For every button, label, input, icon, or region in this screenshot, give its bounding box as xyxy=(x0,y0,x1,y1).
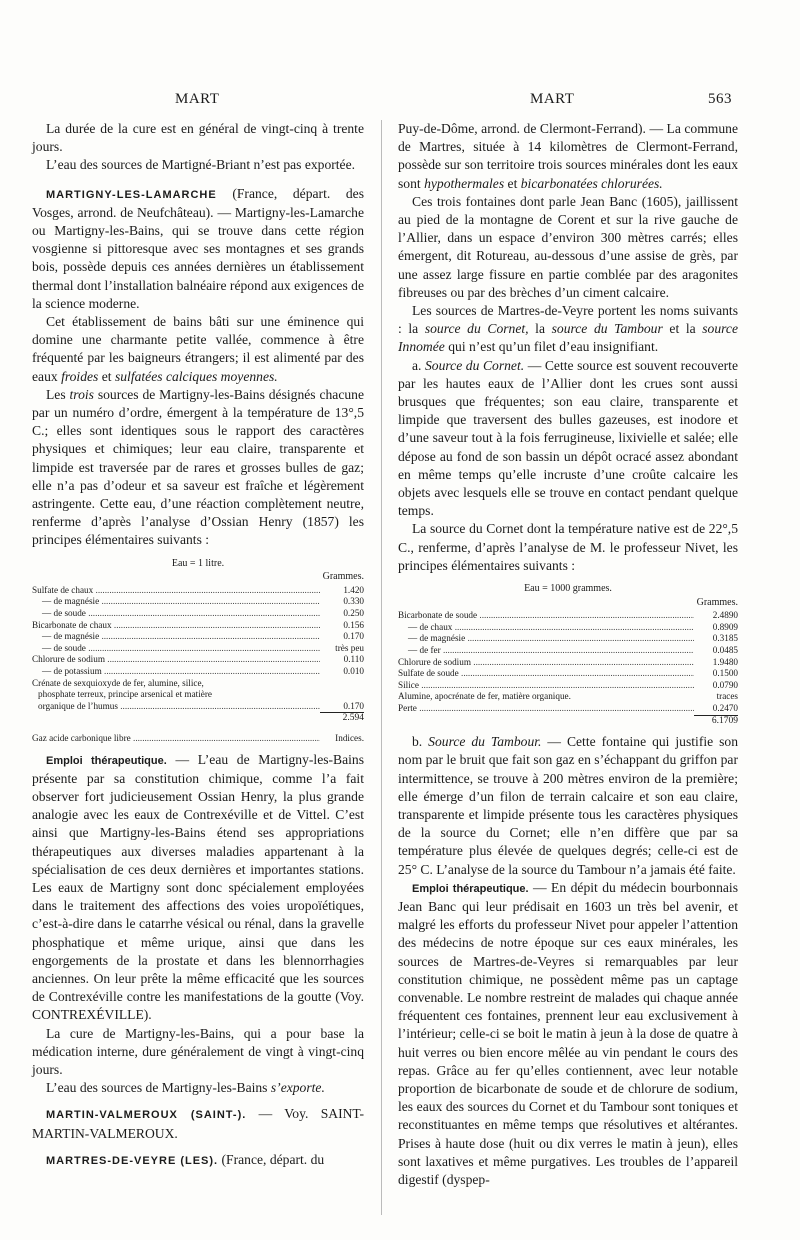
table-total: 6.1709 xyxy=(694,715,738,728)
paragraph: Ces trois fontaines dont parle Jean Banc (1605), jaillissent au pied de la montagne de Corent et sur la rive gauche de l’Allier, dans un espace d’environ 300 mètres carrés; elles émergent, dit Rotureau, au-dessous d’une assise de grès, par une assez large fissure en partie comblée par des aragonites fibreuses ou par des brèches d’un ciment calcaire. xyxy=(398,193,738,300)
paragraph-emploi: Emploi thérapeutique. — En dépit du médecin bourbonnais Jean Banc qui leur prédisait en 1603 un très bel avenir, et malgré les efforts du professeur Nivet pour appeler l’attention des médecins de notre époque sur ces eaux minérales, les sources de Martres-de-Veyres si remarquables par leur constitution chimique, ne possèdent même pas un captage convenable. Le nombre restreint de malades qui chaque année fréquentent ces fontaines, prennent leur eau exclusivement à l’intérieur; celle-ci se boit le matin à jeun à la dose de quatre à huit verres ou bien encore mêlée au vin pendant le cours des repas. Grâce au fer qu’elles contiennent, avec leur notable proportion de bicarbonate de soude et de chlorure de sodium, les eaux des sources du Cornet et du Tambour sont toniques et reconstituantes en même temps que résolutives et altérantes. Prises à haute dose (huit ou dix verres le matin à jeun), elles sont laxatives et même purgatives. Les troubles de l’appareil digestif (dyspep- xyxy=(398,879,738,1188)
paragraph: L’eau des sources de Martigny-les-Bains s’exporte. xyxy=(46,1080,325,1096)
table-row: Perte ..... 0.2470 xyxy=(398,703,738,715)
entry-title: MARTIN-VALMEROUX (SAINT-). xyxy=(46,1109,247,1122)
right-column xyxy=(398,120,738,1189)
table-row-gas: Gaz acide carbonique libre ..... Indices. xyxy=(32,733,364,745)
table-row: Chlorure de sodium ..... 0.110 xyxy=(32,654,364,666)
analysis-table-cornet xyxy=(398,583,738,727)
paragraph: a. Source du Cornet. — Cette source est souvent recouverte par les hautes eaux de l’Allier dont les crues sont aussi brusques que fréquentes; son eau claire, transparente et limpide que traversent des bulles gazeuses, est inodore et d’une saveur tout à la fois ferrugineuse, lixivielle et salée; elle dépose au fond de son bassin un dépôt ocracé assez abondant en même temps qu’elle incruste d’une croûte calcaire les objets avec lesquels elle se trouve en contact pendant quelque temps. xyxy=(398,357,738,519)
table-row: — de fer ..... 0.0485 xyxy=(398,645,738,657)
table-row: — de chaux ..... 0.8909 xyxy=(398,622,738,634)
entry-martres-de-veyre: MARTRES-DE-VEYRE (LES). (France, départ. du xyxy=(46,1151,325,1167)
running-head-right: MART xyxy=(530,91,575,107)
table-row: phosphate terreux, principe arsenical et matière xyxy=(38,689,212,700)
entry-text: (France, départ. des Vosges, arrond. de Neufchâteau). — Martigny-les-Lamarche ou Martigny-les-Bains, qui se trouve dans cette région vosgienne si pittoresque avec ses montagnes et ses grands bois, possède depuis ces années dernières un établissement thermal dont l’installation balnéaire répond aux exigences de la science moderne. xyxy=(32,185,364,311)
table-row: organique de l’humus ..... 0.170 xyxy=(32,701,364,713)
paragraph: Les sources de Martres-de-Veyre portent les noms suivants : la source du Cornet, la source du Tambour et la source Innomée qui n’est qu’un filet d’eau insignifiant. xyxy=(398,303,739,355)
table-row: Bicarbonate de soude ..... 2.4890 xyxy=(398,610,738,622)
paragraph: La cure de Martigny-les-Bains, qui a pour base la médication interne, dure généralement de vingt à vingt-cinq jours. xyxy=(32,1025,364,1078)
paragraph: L’eau des sources de Martigné-Briant n’est pas exportée. xyxy=(46,157,356,173)
left-column xyxy=(32,120,364,1170)
table-row: Sulfate de chaux ..... 1.420 xyxy=(32,585,364,597)
table-unit: Grammes. xyxy=(696,596,738,608)
column-rule xyxy=(381,120,382,1215)
page-number: 563 xyxy=(708,91,732,107)
table-row: Sulfate de soude ..... 0.1500 xyxy=(398,668,738,680)
table-row: — de magnésie ..... 0.3185 xyxy=(398,633,738,645)
table-head: Eau = 1 litre. xyxy=(171,557,225,569)
table-total: 2.594 xyxy=(320,712,364,725)
paragraph: Cet établissement de bains bâti sur une éminence qui domine une charmante petite vallée, commence à être fréquenté par les baigneurs étrangers; il est alimenté par des eaux froides et sulfatées calciques moyennes. xyxy=(32,314,364,384)
running-head-left: MART xyxy=(175,91,220,107)
table-row: — de soude ..... 0.250 xyxy=(32,608,364,620)
entry-title: MARTIGNY-LES-LAMARCHE xyxy=(46,188,217,201)
paragraph: La source du Cornet dont la température native est de 22°,5 C., renferme, d’après l’analyse de M. le professeur Nivet, les principes élémentaires suivants : xyxy=(398,521,738,573)
analysis-table-martigny xyxy=(32,558,364,745)
table-row: — de potassium ..... 0.010 xyxy=(32,666,364,678)
paragraph: Puy-de-Dôme, arrond. de Clermont-Ferrand). — La commune de Martres, située à 14 kilomètres de Clermont-Ferrand, possède sur son territoire trois sources minérales dont les eaux sont hypothermales et bicarbonatées chlorurées. xyxy=(398,121,738,191)
entry-martin-valmeroux: MARTIN-VALMEROUX (SAINT-). — Voy. SAINT-MARTIN-VALMEROUX. xyxy=(32,1106,364,1141)
section-title: Emploi thérapeutique. xyxy=(412,882,529,895)
table-row: — de magnésie ..... 0.330 xyxy=(32,596,364,608)
paragraph: La durée de la cure est en général de vingt-cinq à trente jours. xyxy=(32,121,364,155)
entry-martigny xyxy=(32,185,364,313)
paragraph: b. Source du Tambour. — Cette fontaine qui justifie son nom par le bruit que fait son gaz en s’échappant du griffon par intermittence, se trouve à 200 mètres environ de la première; elle émerge d’un filon de terrain calcaire et son eau claire, transparente et limpide présente tous les caractères physiques de la source du Cornet; elle n’en diffère que par sa température plus élevée de quelques degrés; celle-ci est de 25° C. L’analyse de la source du Tambour n’a jamais été faite. xyxy=(398,734,738,877)
table-row: — de magnésie ..... 0.170 xyxy=(32,631,364,643)
table-head: Eau = 1000 grammes. xyxy=(524,583,612,595)
table-row: Alumine, apocrénate de fer, matière organique. traces xyxy=(398,691,738,702)
table-unit: Grammes. xyxy=(322,571,364,583)
table-row: Chlorure de sodium ..... 1.9480 xyxy=(398,657,738,669)
paragraph-emploi: Emploi thérapeutique. — L’eau de Martigny-les-Bains présente par sa constitution chimique, comme l’a fait observer fort judicieusement Ossian Henry, la plus grande analogie avec les eaux de Contrexéville et de Vittel. C’est ainsi que Martigny-les-Bains étend ses appropriations thérapeutiques aux diverses maladies appartenant à la spécialisation de ces deux dernières et importantes stations. Les eaux de Martigny sont donc spécialement employées dans le traitement des affections des voies uropoïétiques, c’est-à-dire dans le catarrhe vésical ou rénal, dans la gravelle phosphatique et même urique, ainsi que dans les engorgements de la prostate et dans les blennorrhagies anciennes. On leur prête la même efficacité que les sources de Contrexéville contre les manifestations de la goutte (Voy. CONTREXÉVILLE). xyxy=(32,751,365,1023)
entry-title: MARTRES-DE-VEYRE (LES). xyxy=(46,1154,219,1167)
section-title: Emploi thérapeutique. xyxy=(46,754,167,767)
table-row: — de soude ..... très peu xyxy=(32,643,364,655)
table-row: Silice ..... 0.0790 xyxy=(398,680,738,692)
table-row: Bicarbonate de chaux ..... 0.156 xyxy=(32,620,364,632)
paragraph: Les trois sources de Martigny-les-Bains désignés chacune par un numéro d’ordre, émergent à la température de 13°,5 C.; elles sont identiques sous le rapport des caractères physiques et chimiques; leur eau claire, transparente et limpide est traversée par de rares et grosses bulles de gaz; elle n’a pas d’odeur et sa saveur est fraîche et légèrement astringente. Cette eau, d’une réaction complètement neutre, renferme d’après l’analyse d’Ossian Henry (1857) les principes élémentaires suivants : xyxy=(32,386,364,548)
table-row: Crénate de sexquioxyde de fer, alumine, silice, xyxy=(32,677,204,688)
